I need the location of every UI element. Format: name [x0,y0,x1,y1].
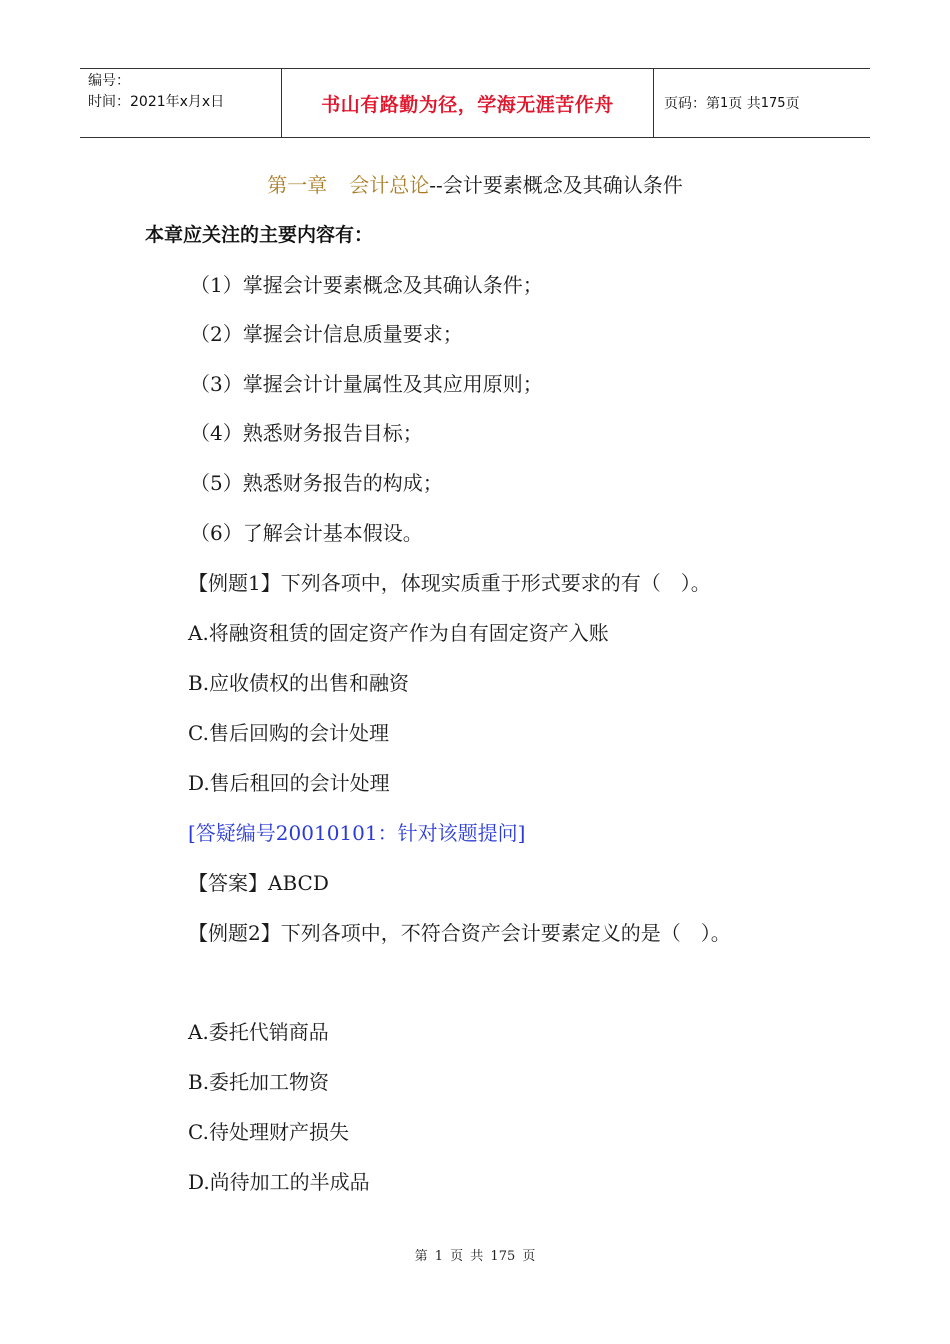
list-item: （1）掌握会计要素概念及其确认条件； [190,273,543,297]
chapter-name: 会计总论 [349,173,430,197]
list-item: （4）熟悉财务报告目标； [190,421,423,445]
list-item: （5）熟悉财务报告的构成； [190,471,443,495]
example1-option-c: C.售后回购的会计处理 [188,721,389,745]
page-footer: 第 1 页 共 175 页 [414,1249,536,1264]
example2-question: 【例题2】下列各项中，不符合资产会计要素定义的是（ ）。 [188,921,731,945]
page-current: 1 [720,95,729,111]
example1-option-d: D.售后租回的会计处理 [188,771,390,795]
chapter-subtitle: --会计要素概念及其确认条件 [429,173,683,197]
document-header [80,68,870,138]
header-page-info [654,69,870,137]
example1-answer: 【答案】ABCD [188,871,329,895]
page-total: 175 [760,95,786,111]
list-item: （3）掌握会计计量属性及其应用原则； [190,372,543,396]
code-label: 编号： [88,73,130,89]
date-label: 时间：2021年x月x日 [88,94,225,110]
example1-question: 【例题1】下列各项中，体现实质重于形式要求的有（ ）。 [188,571,711,595]
list-item: （6）了解会计基本假设。 [190,521,423,545]
page-info-prefix: 页码：第 [664,96,720,112]
chapter-number: 第一章 [267,173,328,197]
example2-option-b: B.委托加工物资 [188,1070,330,1094]
example1-option-a: A.将融资租赁的固定资产作为自有固定资产入账 [188,621,609,645]
header-meta [80,69,282,137]
example1-option-b: B.应收债权的出售和融资 [188,671,410,695]
header-motto: 书山有路勤为径，学海无涯苦作舟 [282,69,654,137]
section-heading: 本章应关注的主要内容有： [145,224,374,246]
example2-option-a: A.委托代销商品 [188,1020,329,1044]
page-info-mid: 页 共 [728,96,761,112]
list-item: （2）掌握会计信息质量要求； [190,322,463,346]
qa-link[interactable]: [答疑编号20010101：针对该题提问] [188,821,526,845]
chapter-title [0,172,950,198]
page-info-suffix: 页 [785,96,800,112]
example2-option-c: C.待处理财产损失 [188,1120,349,1144]
example2-option-d: D.尚待加工的半成品 [188,1170,370,1194]
